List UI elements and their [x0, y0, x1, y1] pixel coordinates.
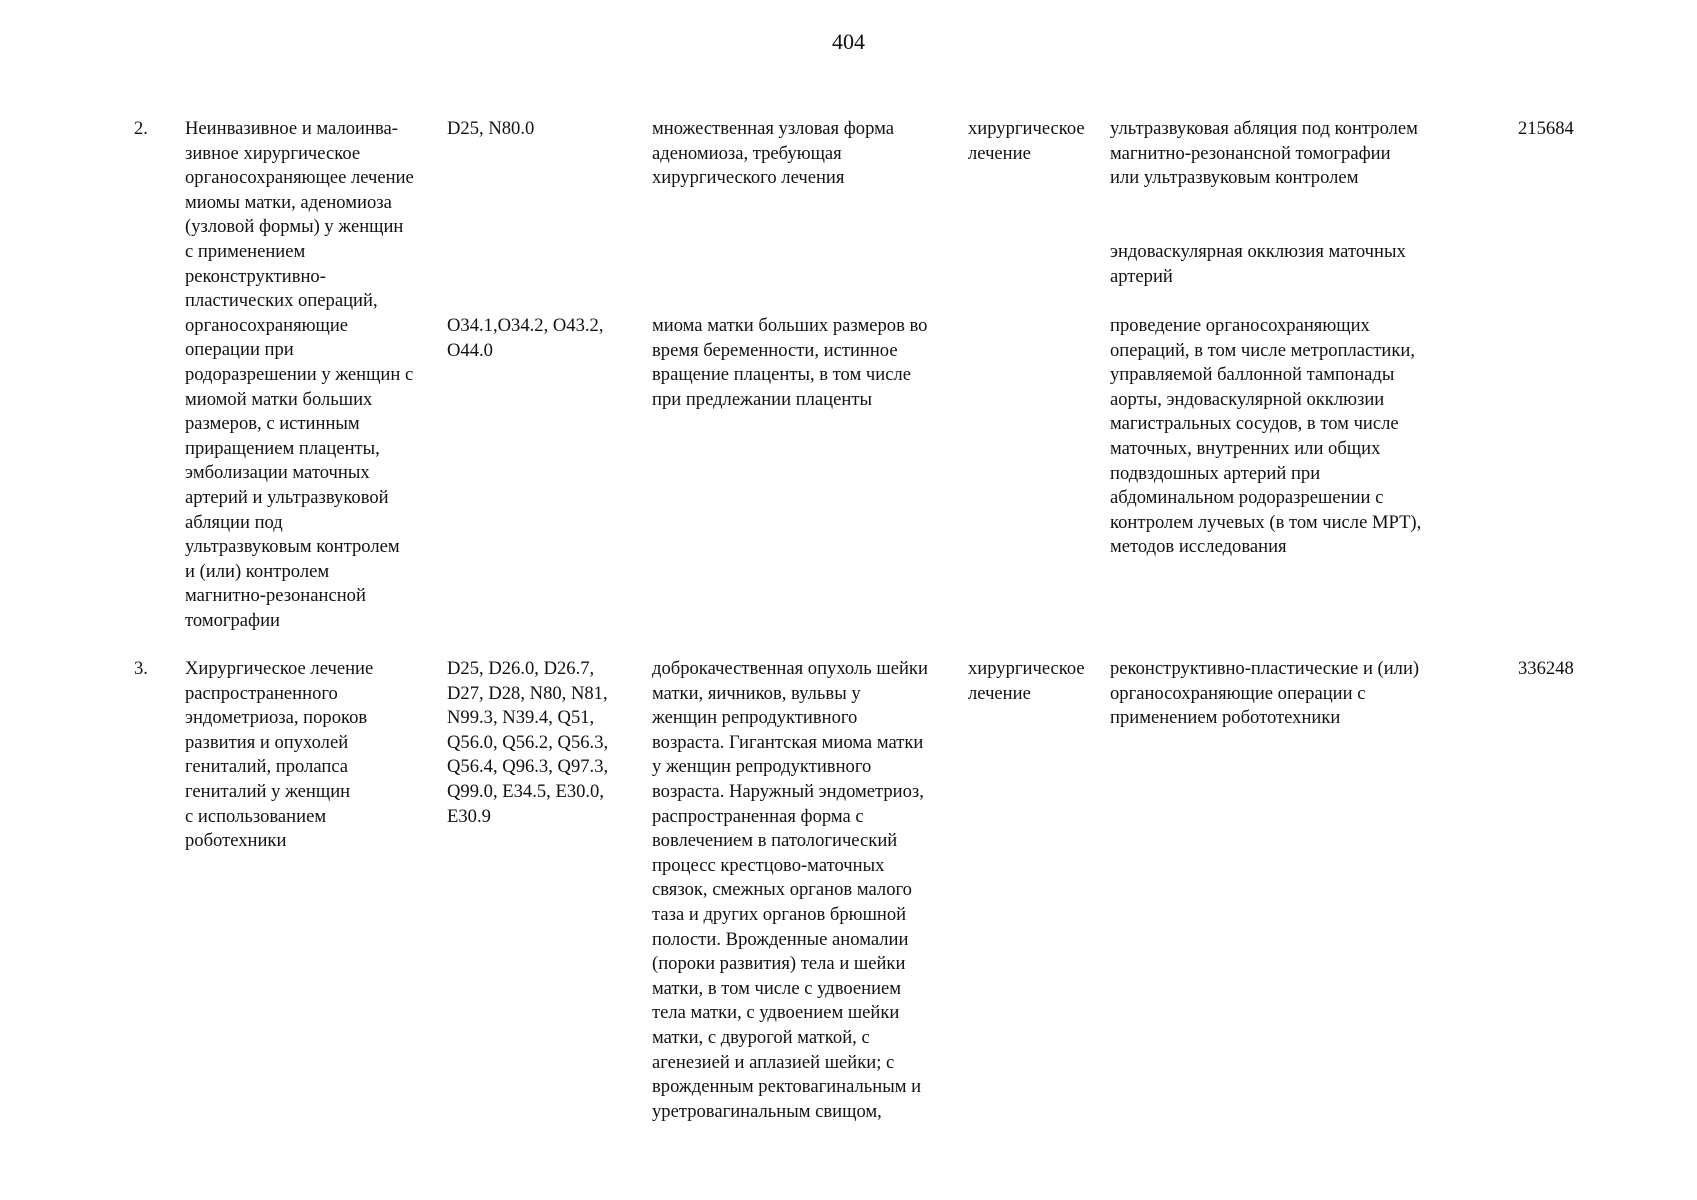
- care-type-name: Хирургическое лечение распространенного эндометриоза, пороков развития и опухолей гениталий, пролапса гениталий у женщин с использованием роботехники: [185, 658, 374, 852]
- cost-value: 215684: [1518, 118, 1574, 139]
- page-number: 404: [832, 29, 865, 54]
- icd-codes: D25, D26.0, D26.7, D27, D28, N80, N81, N99.3, N39.4, Q51, Q56.0, Q56.2, Q56.3, Q56.4, Q96.3, Q97.3, Q99.0, E34.5, E30.0, E30.9: [447, 658, 609, 827]
- row-number: 2.: [134, 118, 148, 139]
- care-type-name: Неинвазивное и малоинва- зивное хирургическое органосохраняющее лечение миомы матки, аденомиоза (узловой формы) у женщин с применением реконструктивно- пластических операций, органосохраняющие операции при родоразрешении у женщин с миомой матки больших размеров, с истинным приращением плаценты, эмболизации маточных артерий и ультразвуковой абляции под ультразвуковым контролем и (или) контролем магнитно-резонансной томографии: [185, 118, 414, 631]
- treatment-method: ультразвуковая абляция под контролем магнитно-резонансной томографии или ультразвуковым контролем: [1110, 118, 1418, 189]
- icd-codes: O34.1,O34.2, O43.2, O44.0: [447, 315, 604, 361]
- patient-model: доброкачественная опухоль шейки матки, яичников, вульвы у женщин репродуктивного возраста. Гигантская миома матки у женщин репродуктивного возраста. Наружный эндометриоз, распространенная форма с вовлечением в патологический процесс крестцово-маточных связок, смежных органов малого таза и других органов брюшной полости. Врожденные аномалии (пороки развития) тела и шейки матки, в том числе с удвоением тела матки, с удвоением шейки матки, с двурогой маткой, с агенезией и аплазией шейки; с врожденным ректовагинальным и уретровагинальным свищом,: [652, 658, 928, 1122]
- icd-codes: D25, N80.0: [447, 118, 535, 139]
- patient-model: множественная узловая форма аденомиоза, требующая хирургического лечения: [652, 118, 894, 189]
- treatment-method: проведение органосохраняющих операций, в том числе метропластики, управляемой баллонной тампонады аорты, эндоваскулярной окклюзии магистральных сосудов, в том числе маточных, внутренних или общих подвздошных артерий при абдоминальном родоразрешении с контролем лучевых (в том числе МРТ), методов исследования: [1110, 315, 1422, 558]
- treatment-method: реконструктивно-пластические и (или) органосохраняющие операции с применением робототехники: [1110, 658, 1420, 729]
- treatment-kind: хирургическое лечение: [968, 658, 1085, 704]
- patient-model: миома матки больших размеров во время беременности, истинное вращение плаценты, в том числе при предлежании плаценты: [652, 315, 928, 410]
- treatment-kind: хирургическое лечение: [968, 118, 1085, 164]
- cost-value: 336248: [1518, 658, 1574, 679]
- treatment-method: эндоваскулярная окклюзия маточных артерий: [1110, 241, 1406, 287]
- row-number: 3.: [134, 658, 148, 679]
